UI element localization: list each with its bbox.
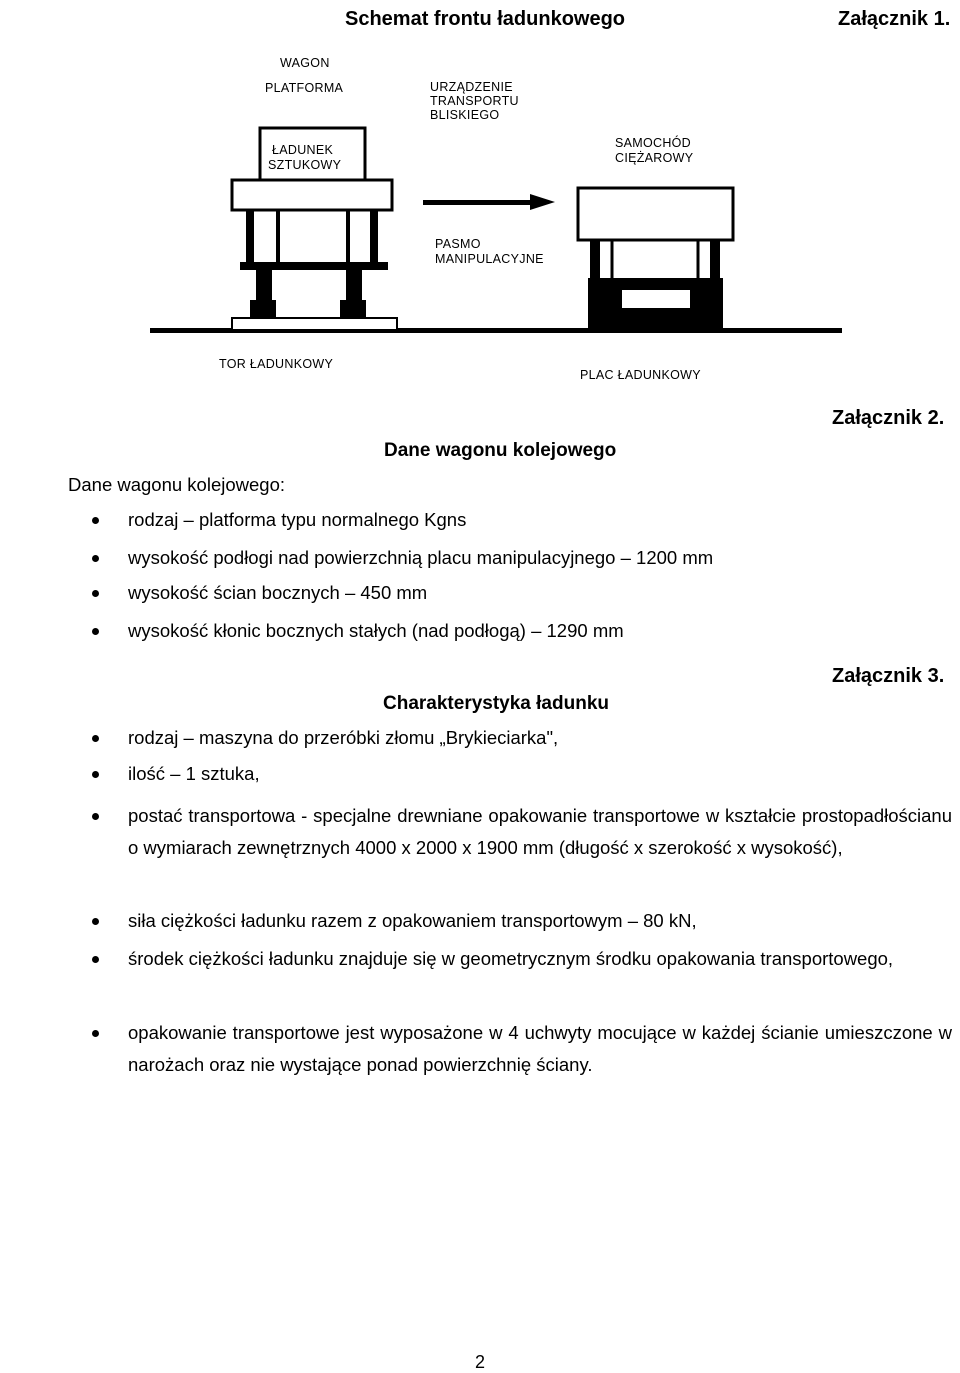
- label-ladunek-2: SZTUKOWY: [268, 158, 342, 172]
- label-samochod-2: CIĘŻAROWY: [615, 151, 694, 165]
- label-platforma: PLATFORMA: [265, 81, 344, 95]
- section-2-title: Dane wagonu kolejowego: [384, 440, 617, 461]
- label-urzadzenie-3: BLISKIEGO: [430, 108, 500, 122]
- loading-front-diagram: [0, 0, 960, 400]
- label-urzadzenie-1: URZĄDZENIE: [430, 80, 513, 94]
- wagon-axle: [240, 262, 388, 270]
- label-pasmo-1: PASMO: [435, 237, 481, 251]
- label-tor: TOR ŁADUNKOWY: [219, 357, 334, 371]
- wagon-deck: [232, 180, 392, 210]
- annex-2-label: Załącznik 2.: [832, 407, 945, 429]
- wagon-stake-right: [370, 210, 378, 270]
- wagon-stake-left: [246, 210, 254, 270]
- annex-1-label: Załącznik 1.: [838, 8, 951, 30]
- label-wagon: WAGON: [280, 56, 330, 70]
- arrow-head: [530, 194, 555, 210]
- label-urzadzenie-2: TRANSPORTU: [430, 94, 519, 108]
- label-plac: PLAC ŁADUNKOWY: [580, 368, 701, 382]
- label-ladunek-1: ŁADUNEK: [272, 143, 334, 157]
- rail-bed: [232, 318, 397, 330]
- page-title: Schemat frontu ładunkowego: [345, 8, 626, 30]
- annex-3-label: Załącznik 3.: [832, 665, 945, 687]
- transport-arrow: [423, 200, 533, 205]
- section-2-intro: Dane wagonu kolejowego:: [68, 474, 286, 495]
- truck-bed: [578, 188, 733, 240]
- page-number: 2: [475, 1352, 486, 1372]
- section-3-title: Charakterystyka ładunku: [383, 693, 609, 714]
- label-pasmo-2: MANIPULACYJNE: [435, 252, 544, 266]
- label-samochod-1: SAMOCHÓD: [615, 136, 692, 150]
